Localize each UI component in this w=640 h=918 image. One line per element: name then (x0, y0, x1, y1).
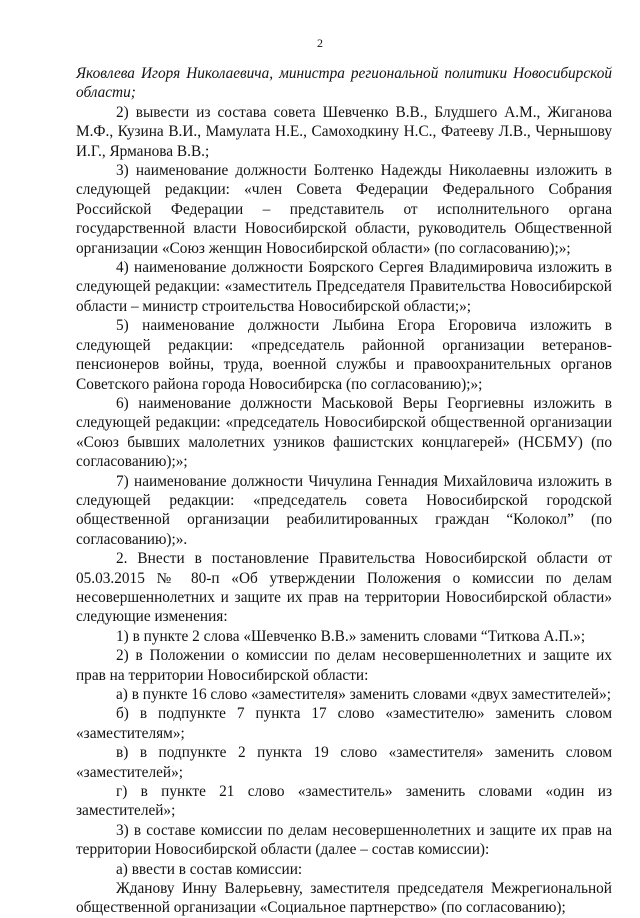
paragraph: 7) наименование должности Чичулина Геннадия Михайловича изложить в следующей редакции: «председатель совета Новосибирской городской общественной организации реабилитированных граждан “Колокол” (по согласованию);». (76, 472, 612, 548)
paragraph: а) в пункте 16 слово «заместителя» заменить словами «двух заместителей»; (116, 686, 612, 703)
paragraph: 6) наименование должности Маськовой Веры Георгиевны изложить в следующей редакции: «председатель Новосибирской общественной организации «Союз бывших малолетних узников фашистских концлагерей» (НСБМУ) (по согласованию);»; (76, 394, 612, 471)
paragraph: б) в подпункте 7 пункта 17 слово «заместителю» заменить словом «заместителям»; (76, 705, 612, 742)
paragraph: в) в подпункте 2 пункта 19 слово «заместителя» заменить словом «заместителей»; (76, 744, 612, 781)
paragraph: 3) в составе комиссии по делам несовершеннолетних и защите их прав на территории Новосибирской области (далее – состав комиссии): (76, 821, 612, 859)
paragraph: а) ввести в состав комиссии: (116, 860, 303, 878)
paragraph: 2) в Положении о комиссии по делам несовершеннолетних и защите их прав на территории Новосибирской области: (76, 647, 612, 684)
document-body (76, 64, 612, 918)
paragraph: 5) наименование должности Лыбина Егора Егоровича изложить в следующей редакции: «председатель районной организации ветеранов-пенсионеров войны, труда, военной службы и правоохранительных органов Советского района города Новосибирска (по согласованию);»; (76, 317, 612, 393)
paragraph: 4) наименование должности Боярского Сергея Владимировича изложить в следующей редакции: «заместитель Председателя Правительства Новосибирской области – министр строительства Новосибирской области;»; (76, 259, 612, 315)
page-number: 2 (317, 36, 323, 50)
paragraph: Яковлева Игоря Николаевича, министра региональной политики Новосибирской области; (76, 65, 612, 102)
paragraph: г) в пункте 21 слово «заместитель» заменить словами «один из заместителей»; (76, 783, 612, 820)
paragraph: Жданову Инну Валерьевну, заместителя председателя Межрегиональной общественной организации «Социальное партнерство» (по согласованию); (76, 880, 612, 917)
paragraph: 1) в пункте 2 слова «Шевченко В.В.» заменить словами “Титкова А.П.»; (116, 627, 586, 645)
paragraph: 2. Внести в постановление Правительства Новосибирской области от 05.03.2015 № 80-п «Об утверждении Положения о комиссии по делам несовершеннолетних и защите их прав на территории Новосибирской области» следующие изменения: (76, 550, 612, 626)
paragraph: 3) наименование должности Болтенко Надежды Николаевны изложить в следующей редакции: «член Совета Федерации Федерального Собрания Российской Федерации – представитель от исполнительного органа государственной власти Новосибирской области, руководитель Общественной организации «Союз женщин Новосибирской области» (по согласованию);»; (76, 162, 612, 257)
paragraph: 2) вывести из состава совета Шевченко В.В., Блудшего А.М., Жиганова М.Ф., Кузина В.И., Мамулата Н.Е., Самоходкину Н.С., Фатееву Л.В., Чернышову И.Г., Ярманова В.В.; (76, 103, 612, 160)
